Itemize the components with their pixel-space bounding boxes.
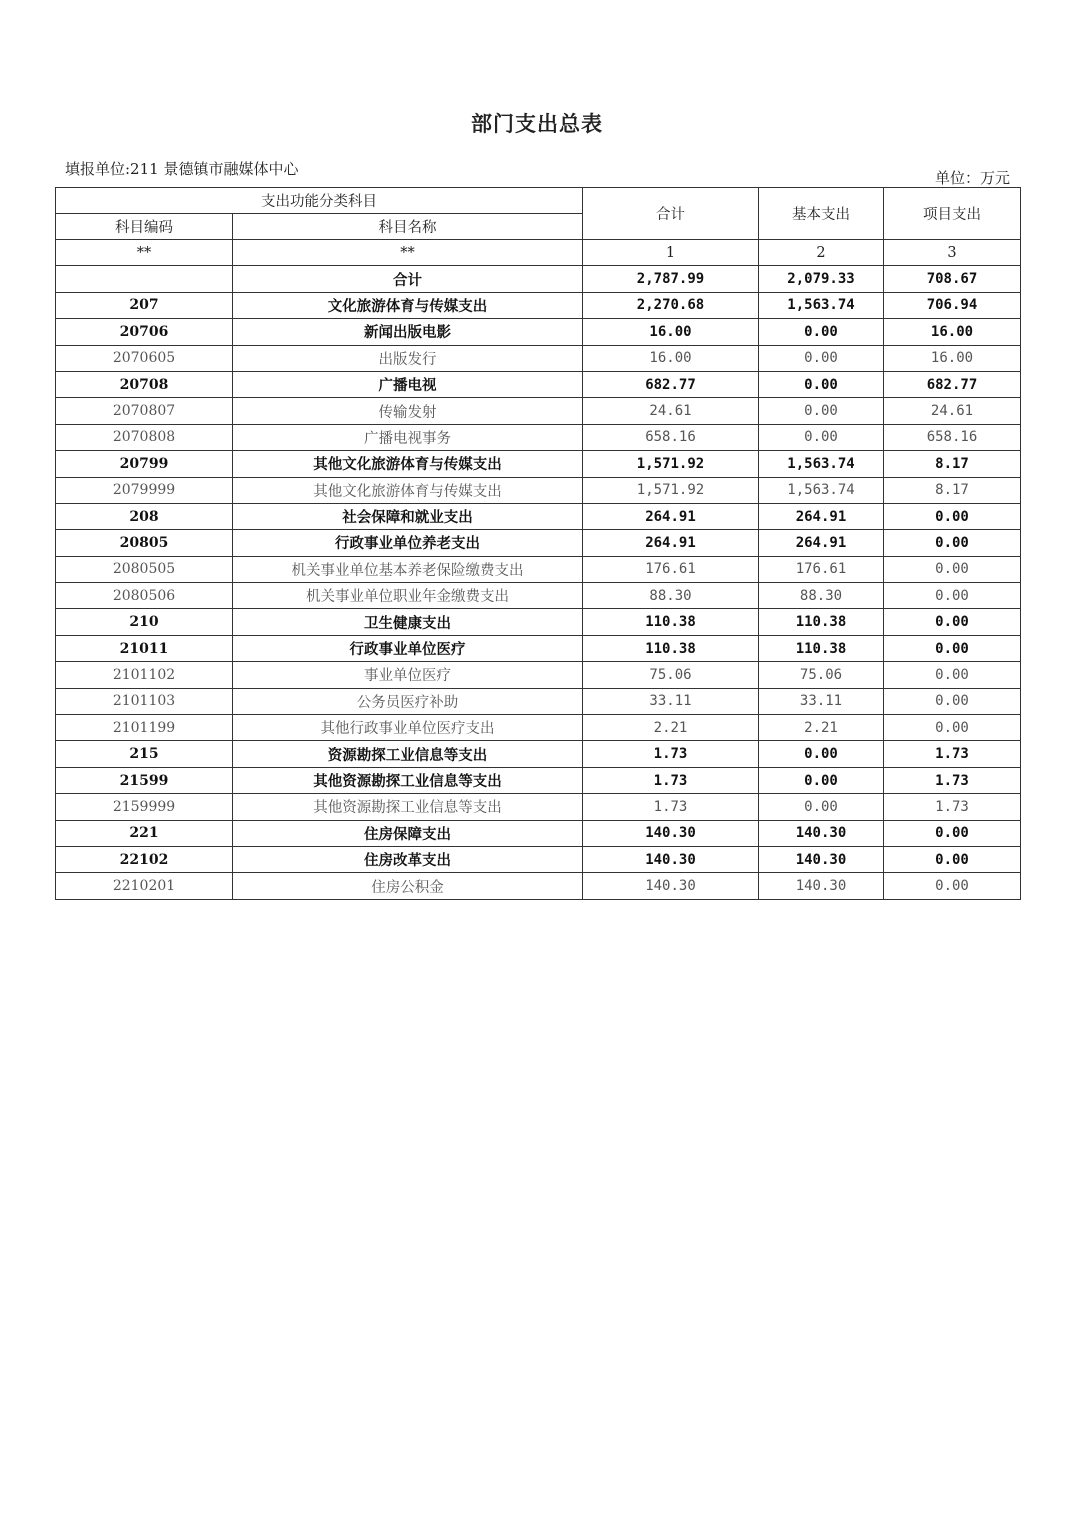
table-row — [56, 556, 1021, 582]
table-row — [56, 503, 1021, 529]
cell-basic: 0.00 — [759, 794, 884, 820]
cell-code: 20708 — [56, 371, 233, 397]
header-name: 科目名称 — [233, 214, 583, 240]
cell-code: 208 — [56, 503, 233, 529]
cell-total: 110.38 — [583, 609, 759, 635]
cell-project: 1.73 — [884, 767, 1021, 793]
cell-project: 0.00 — [884, 873, 1021, 899]
cell-name: 文化旅游体育与传媒支出 — [233, 292, 583, 318]
cell-basic: 264.91 — [759, 503, 884, 529]
table-row — [56, 820, 1021, 846]
cell-code: 2079999 — [56, 477, 233, 503]
cell-total: 16.00 — [583, 319, 759, 345]
table-row — [56, 266, 1021, 292]
header-code: 科目编码 — [56, 214, 233, 240]
table-row — [56, 292, 1021, 318]
cell-total: 140.30 — [583, 820, 759, 846]
cell-basic: 2.21 — [759, 715, 884, 741]
cell-code: 2070605 — [56, 345, 233, 371]
cell-project: 658.16 — [884, 424, 1021, 450]
cell-basic: 1,563.74 — [759, 451, 884, 477]
cell-project: 706.94 — [884, 292, 1021, 318]
cell-name: 行政事业单位医疗 — [233, 635, 583, 661]
cell-name: 广播电视事务 — [233, 424, 583, 450]
index-name: ** — [233, 240, 583, 266]
table-row — [56, 477, 1021, 503]
table-row — [56, 873, 1021, 899]
cell-name: 广播电视 — [233, 371, 583, 397]
cell-basic: 176.61 — [759, 556, 884, 582]
cell-total: 682.77 — [583, 371, 759, 397]
table-row — [56, 794, 1021, 820]
cell-total: 1.73 — [583, 767, 759, 793]
cell-project: 16.00 — [884, 319, 1021, 345]
cell-project: 0.00 — [884, 688, 1021, 714]
cell-project: 0.00 — [884, 635, 1021, 661]
cell-name: 公务员医疗补助 — [233, 688, 583, 714]
cell-total: 264.91 — [583, 503, 759, 529]
cell-name: 出版发行 — [233, 345, 583, 371]
cell-code: 2101103 — [56, 688, 233, 714]
cell-total: 264.91 — [583, 530, 759, 556]
cell-project: 708.67 — [884, 266, 1021, 292]
cell-basic: 1,563.74 — [759, 477, 884, 503]
cell-name: 事业单位医疗 — [233, 662, 583, 688]
cell-total: 2.21 — [583, 715, 759, 741]
cell-basic: 33.11 — [759, 688, 884, 714]
index-project: 3 — [884, 240, 1021, 266]
cell-basic: 110.38 — [759, 635, 884, 661]
cell-code: 2070808 — [56, 424, 233, 450]
cell-project: 0.00 — [884, 715, 1021, 741]
cell-code: 221 — [56, 820, 233, 846]
cell-project: 0.00 — [884, 820, 1021, 846]
cell-basic: 0.00 — [759, 767, 884, 793]
cell-total: 88.30 — [583, 583, 759, 609]
table-row — [56, 398, 1021, 424]
cell-total: 1.73 — [583, 741, 759, 767]
cell-code: 20799 — [56, 451, 233, 477]
table-row — [56, 371, 1021, 397]
cell-basic: 110.38 — [759, 609, 884, 635]
cell-code: 2101102 — [56, 662, 233, 688]
currency-unit: 单位：万元 — [934, 169, 1010, 187]
cell-project: 24.61 — [884, 398, 1021, 424]
cell-code: 21011 — [56, 635, 233, 661]
index-basic: 2 — [759, 240, 884, 266]
cell-basic: 0.00 — [759, 319, 884, 345]
cell-project: 0.00 — [884, 609, 1021, 635]
cell-total: 1,571.92 — [583, 451, 759, 477]
page-title: 部门支出总表 — [471, 112, 603, 136]
index-code: ** — [56, 240, 233, 266]
cell-code: 2070807 — [56, 398, 233, 424]
cell-basic: 0.00 — [759, 371, 884, 397]
header-basic: 基本支出 — [759, 188, 884, 240]
cell-name: 行政事业单位养老支出 — [233, 530, 583, 556]
cell-code: 215 — [56, 741, 233, 767]
cell-total: 658.16 — [583, 424, 759, 450]
cell-code — [56, 266, 233, 292]
table-row — [56, 609, 1021, 635]
cell-name: 其他文化旅游体育与传媒支出 — [233, 451, 583, 477]
cell-name: 传输发射 — [233, 398, 583, 424]
table-row — [56, 741, 1021, 767]
cell-project: 1.73 — [884, 741, 1021, 767]
cell-project: 0.00 — [884, 583, 1021, 609]
table-row — [56, 345, 1021, 371]
cell-project: 8.17 — [884, 477, 1021, 503]
table-row — [56, 424, 1021, 450]
cell-code: 21599 — [56, 767, 233, 793]
cell-total: 110.38 — [583, 635, 759, 661]
cell-total: 1.73 — [583, 794, 759, 820]
cell-name: 新闻出版电影 — [233, 319, 583, 345]
cell-project: 0.00 — [884, 662, 1021, 688]
cell-code: 210 — [56, 609, 233, 635]
cell-code: 207 — [56, 292, 233, 318]
table-row — [56, 688, 1021, 714]
cell-basic: 140.30 — [759, 820, 884, 846]
cell-code: 2080505 — [56, 556, 233, 582]
cell-code: 20805 — [56, 530, 233, 556]
cell-code: 2159999 — [56, 794, 233, 820]
table-row — [56, 662, 1021, 688]
cell-code: 2080506 — [56, 583, 233, 609]
cell-total: 140.30 — [583, 846, 759, 872]
cell-project: 682.77 — [884, 371, 1021, 397]
table-row — [56, 319, 1021, 345]
cell-total: 176.61 — [583, 556, 759, 582]
table-row — [56, 715, 1021, 741]
cell-basic: 0.00 — [759, 345, 884, 371]
cell-total: 16.00 — [583, 345, 759, 371]
cell-name: 机关事业单位基本养老保险缴费支出 — [233, 556, 583, 582]
cell-name: 合计 — [233, 266, 583, 292]
table-row — [56, 635, 1021, 661]
cell-project: 16.00 — [884, 345, 1021, 371]
cell-name: 住房保障支出 — [233, 820, 583, 846]
cell-name: 机关事业单位职业年金缴费支出 — [233, 583, 583, 609]
cell-code: 20706 — [56, 319, 233, 345]
cell-basic: 75.06 — [759, 662, 884, 688]
header-function-category: 支出功能分类科目 — [56, 188, 583, 214]
table-row — [56, 846, 1021, 872]
cell-name: 住房改革支出 — [233, 846, 583, 872]
cell-basic: 0.00 — [759, 424, 884, 450]
cell-basic: 1,563.74 — [759, 292, 884, 318]
header-total: 合计 — [583, 188, 759, 240]
table-row — [56, 451, 1021, 477]
cell-name: 其他行政事业单位医疗支出 — [233, 715, 583, 741]
cell-code: 2101199 — [56, 715, 233, 741]
cell-basic: 88.30 — [759, 583, 884, 609]
table-body — [56, 266, 1021, 899]
cell-name: 其他资源勘探工业信息等支出 — [233, 794, 583, 820]
cell-basic: 0.00 — [759, 741, 884, 767]
cell-project: 8.17 — [884, 451, 1021, 477]
table-row — [56, 767, 1021, 793]
cell-basic: 2,079.33 — [759, 266, 884, 292]
cell-code: 2210201 — [56, 873, 233, 899]
table-row — [56, 530, 1021, 556]
cell-total: 24.61 — [583, 398, 759, 424]
cell-name: 社会保障和就业支出 — [233, 503, 583, 529]
header-project: 项目支出 — [884, 188, 1021, 240]
cell-project: 0.00 — [884, 846, 1021, 872]
cell-project: 0.00 — [884, 503, 1021, 529]
index-total: 1 — [583, 240, 759, 266]
cell-code: 22102 — [56, 846, 233, 872]
cell-total: 33.11 — [583, 688, 759, 714]
cell-total: 140.30 — [583, 873, 759, 899]
cell-basic: 264.91 — [759, 530, 884, 556]
cell-project: 0.00 — [884, 556, 1021, 582]
cell-project: 0.00 — [884, 530, 1021, 556]
cell-total: 75.06 — [583, 662, 759, 688]
cell-name: 住房公积金 — [233, 873, 583, 899]
cell-name: 其他资源勘探工业信息等支出 — [233, 767, 583, 793]
cell-basic: 140.30 — [759, 873, 884, 899]
expenditure-table — [55, 187, 1021, 900]
cell-name: 资源勘探工业信息等支出 — [233, 741, 583, 767]
cell-name: 其他文化旅游体育与传媒支出 — [233, 477, 583, 503]
filler-unit: 填报单位:211 景德镇市融媒体中心 — [65, 160, 299, 178]
cell-total: 2,787.99 — [583, 266, 759, 292]
cell-name: 卫生健康支出 — [233, 609, 583, 635]
cell-basic: 140.30 — [759, 846, 884, 872]
cell-project: 1.73 — [884, 794, 1021, 820]
table-row — [56, 583, 1021, 609]
cell-basic: 0.00 — [759, 398, 884, 424]
cell-total: 1,571.92 — [583, 477, 759, 503]
cell-total: 2,270.68 — [583, 292, 759, 318]
